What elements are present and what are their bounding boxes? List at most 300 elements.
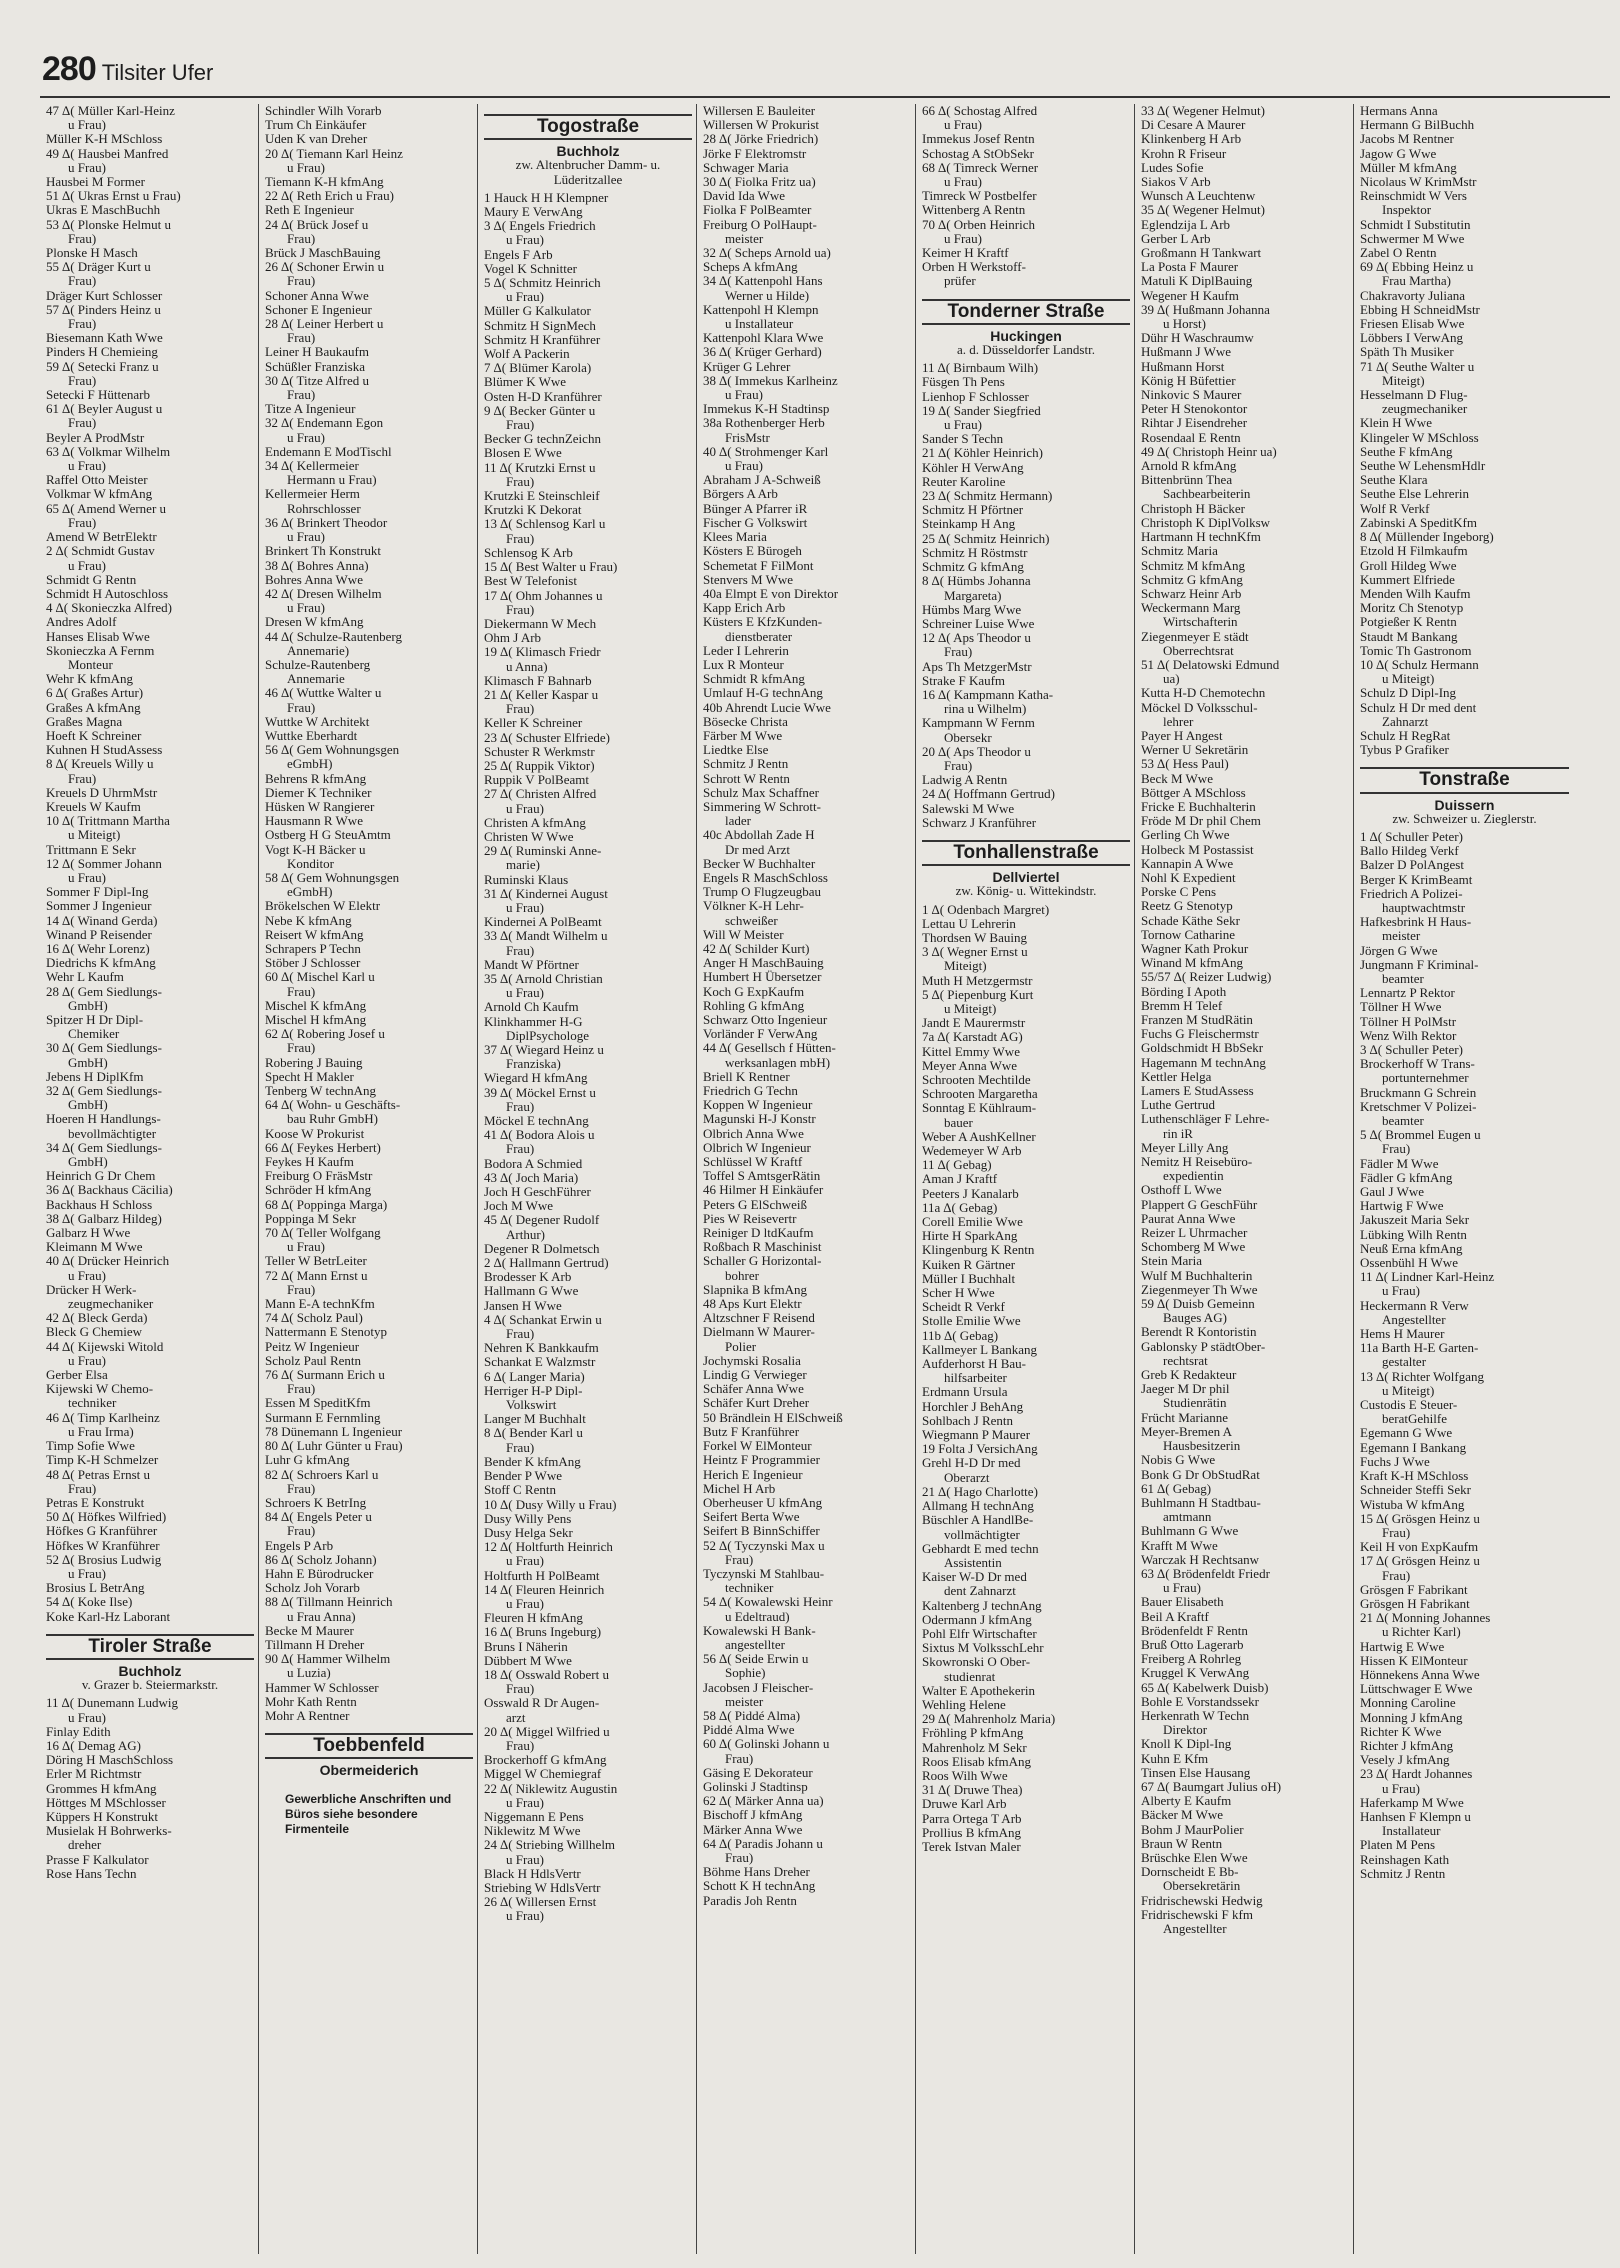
resident-entry: Hammer W Schlosser — [265, 1679, 379, 1695]
resident-entry: Schmitz M kfmAng — [1141, 557, 1245, 573]
resident-entry: meister — [1382, 928, 1421, 944]
resident-entry: u Richter Karl) — [1382, 1624, 1461, 1640]
resident-entry: Peters G ElSchweiß — [703, 1196, 807, 1212]
resident-entry: FrisMstr — [725, 429, 770, 445]
resident-entry: Bender P Wwe — [484, 1468, 562, 1484]
resident-entry: u Frau) — [1163, 1580, 1201, 1596]
resident-entry: 37 ∆( Wiegard Heinz u — [484, 1042, 604, 1057]
resident-entry: u Frau Irma) — [68, 1423, 134, 1439]
resident-entry: Haferkamp M Wwe — [1360, 1794, 1464, 1810]
resident-entry: 47 ∆( Müller Karl-Heinz — [46, 104, 175, 118]
resident-entry: Stoff C Rentn — [484, 1482, 556, 1498]
resident-entry: Kattenpohl H Klempn — [703, 301, 819, 317]
resident-entry: 28 ∆( Jörke Friedrich) — [703, 131, 819, 147]
resident-entry: 55/57 ∆( Reizer Ludwig) — [1141, 969, 1272, 985]
resident-entry: u Frau) — [506, 800, 544, 816]
resident-entry: Kindernei A PolBeamt — [484, 914, 602, 930]
resident-entry: Keil H von ExpKaufm — [1360, 1539, 1479, 1555]
resident-entry: Nicolaus W KrimMstr — [1360, 174, 1477, 190]
resident-entry: Frau) — [944, 757, 973, 773]
resident-entry: Strake F Kaufm — [922, 672, 1006, 688]
resident-entry: Essen M SpeditKfm — [265, 1395, 371, 1411]
resident-entry: u Frau) — [287, 159, 325, 175]
resident-entry: Jörke F Elektromstr — [703, 145, 807, 161]
resident-entry: Sophie) — [725, 1665, 766, 1681]
resident-entry: Drücker H Werk- — [46, 1281, 137, 1297]
resident-entry: 36 ∆( Krüger Gerhard) — [703, 344, 822, 360]
resident-entry: Lübking Wilh Rentn — [1360, 1226, 1467, 1242]
resident-entry: Nehren K Bankkaufm — [484, 1340, 599, 1356]
resident-entry: u Frau) — [506, 1908, 544, 1924]
resident-entry: Kruggel K VerwAng — [1141, 1665, 1250, 1681]
resident-entry: Altzschner F Reisend — [703, 1310, 815, 1326]
resident-entry: Keimer H Kraftf — [922, 245, 1009, 261]
resident-entry: Jaeger M Dr phil — [1141, 1381, 1230, 1397]
resident-entry: Frau) — [1382, 1567, 1411, 1583]
resident-entry: Kallmeyer L Bankang — [922, 1341, 1038, 1357]
resident-entry: Obersekr — [944, 729, 992, 745]
resident-entry: Winand M kfmAng — [1141, 955, 1244, 971]
resident-entry: Wiegmann P Maurer — [922, 1427, 1031, 1443]
resident-entry: Schmitz G kfmAng — [922, 559, 1024, 575]
resident-entry: Skowronski O Ober- — [922, 1654, 1031, 1670]
resident-entry: Böhme Hans Dreher — [703, 1864, 810, 1880]
resident-entry: u Frau) — [506, 985, 544, 1001]
resident-entry: u Frau) — [1382, 1780, 1420, 1796]
resident-entry: Kittel Emmy Wwe — [922, 1043, 1020, 1059]
resident-entry: 69 ∆( Ebbing Heinz u — [1360, 259, 1474, 275]
resident-entry: 24 ∆( Brück Josef u — [265, 216, 369, 232]
resident-entry: u Miteigt) — [68, 827, 121, 843]
resident-entry: Rohling G kfmAng — [703, 997, 805, 1013]
resident-entry: Pinders H Chemieing — [46, 344, 158, 360]
resident-entry: Amend W BetrElektr — [46, 529, 157, 545]
resident-entry: Schwager Maria — [703, 159, 789, 175]
resident-entry: 25 ∆( Ruppik Viktor) — [484, 757, 595, 773]
resident-entry: Schulze-Rautenberg — [265, 656, 371, 672]
resident-entry: 42 ∆( Bleck Gerda) — [46, 1310, 148, 1326]
resident-entry: Gerber Elsa — [46, 1367, 108, 1383]
resident-entry: 82 ∆( Schroers Karl u — [265, 1466, 379, 1482]
resident-entry: Surmann E Fernmling — [265, 1409, 381, 1425]
page-number: 280 — [42, 50, 96, 88]
resident-entry: Koose W Prokurist — [265, 1125, 365, 1141]
resident-entry: 48 Aps Kurt Elektr — [703, 1296, 802, 1312]
resident-entry: GmbH) — [68, 1097, 108, 1113]
resident-entry: Ladwig A Rentn — [922, 772, 1008, 788]
resident-entry: Schmitz H Kranführer — [484, 331, 601, 347]
resident-entry: 49 ∆( Hausbei Manfred — [46, 145, 169, 161]
resident-entry: Holtfurth H PolBeamt — [484, 1567, 600, 1583]
resident-entry: GmbH) — [68, 1054, 108, 1070]
resident-entry: Kuiken R Gärtner — [922, 1256, 1016, 1272]
resident-entry: 90 ∆( Hammer Wilhelm — [265, 1651, 391, 1667]
resident-entry: Buhlmann G Wwe — [1141, 1523, 1239, 1539]
resident-entry: Custodis E Steuer- — [1360, 1397, 1458, 1413]
resident-entry: Fleuren H kfmAng — [484, 1610, 583, 1626]
resident-entry: Frau) — [68, 273, 97, 289]
resident-entry: 11 ∆( Birnbaum Wilh) — [922, 360, 1039, 376]
resident-entry: Börgers A Arb — [703, 486, 778, 502]
resident-entry: Brüschke Elen Wwe — [1141, 1849, 1248, 1865]
resident-entry: 53 ∆( Plonske Helmut u — [46, 216, 171, 232]
resident-entry: Ruminski Klaus — [484, 871, 569, 887]
resident-entry: Friesen Elisab Wwe — [1360, 316, 1465, 332]
resident-entry: gestalter — [1382, 1354, 1427, 1370]
resident-entry: Prasse F Kalkulator — [46, 1851, 149, 1867]
resident-entry: u Frau) — [1382, 1283, 1420, 1299]
resident-entry: Schmidt R kfmAng — [703, 671, 805, 687]
resident-entry: Vorländer F VerwAng — [703, 1026, 818, 1042]
resident-entry: Prollius B kfmAng — [922, 1824, 1021, 1840]
resident-entry: Wegener H Kaufm — [1141, 287, 1239, 303]
resident-entry: Beck M Wwe — [1141, 770, 1213, 786]
resident-entry: Gerber L Arb — [1141, 230, 1211, 246]
resident-entry: Hermann G BilBuchh — [1360, 117, 1475, 133]
resident-entry: Seifert B BinnSchiffer — [703, 1523, 820, 1539]
resident-entry: Diekermann W Mech — [484, 615, 597, 631]
resident-entry: u Frau) — [725, 387, 763, 403]
resident-entry: Langer M Buchhalt — [484, 1411, 586, 1427]
resident-entry: Schmitz H Pförtner — [922, 502, 1024, 518]
resident-entry: Hanses Elisab Wwe — [46, 628, 150, 644]
resident-entry: Assistentin — [944, 1554, 1002, 1570]
resident-entry: Döring H MaschSchloss — [46, 1752, 174, 1768]
resident-entry: Raffel Otto Meister — [46, 472, 148, 488]
resident-entry: Hußmann Horst — [1141, 358, 1225, 374]
resident-entry: 21 ∆( Monning Johannes — [1360, 1610, 1491, 1626]
resident-entry: Reizer L Uhrmacher — [1141, 1225, 1248, 1241]
resident-entry: 28 ∆( Gem Siedlungs- — [46, 983, 162, 999]
resident-entry: Butz F Kranführer — [703, 1423, 800, 1439]
resident-entry: Ebbing H SchneidMstr — [1360, 301, 1480, 317]
resident-entry: 64 ∆( Paradis Johann u — [703, 1835, 823, 1851]
resident-entry: Sommer F Dipl-Ing — [46, 884, 149, 900]
resident-entry: 38 ∆( Bohres Anna) — [265, 557, 369, 573]
resident-entry: Goldschmidt H BbSekr — [1141, 1040, 1264, 1056]
resident-entry: Andres Adolf — [46, 614, 117, 630]
resident-entry: 30 ∆( Fiolka Fritz ua) — [703, 174, 816, 190]
resident-entry: Frau) — [506, 1098, 535, 1114]
resident-entry: Weber A AushKellner — [922, 1128, 1036, 1144]
resident-entry: Ziegenmeyer Th Wwe — [1141, 1281, 1258, 1297]
resident-entry: Groll Hildeg Wwe — [1360, 557, 1457, 573]
resident-entry: Beyler A ProdMstr — [46, 429, 145, 445]
resident-entry: Schmidt G Rentn — [46, 571, 137, 587]
resident-entry: Neuß Erna kfmAng — [1360, 1240, 1463, 1256]
resident-entry: Frau) — [506, 701, 535, 717]
resident-entry: Ninkovic S Maurer — [1141, 387, 1242, 403]
resident-entry: Terek Istvan Maler — [922, 1838, 1021, 1854]
resident-entry: u Frau) — [68, 557, 106, 573]
resident-entry: 15 ∆( Best Walter u Frau) — [484, 559, 618, 575]
resident-entry: rin iR — [1163, 1125, 1193, 1141]
resident-entry: 53 ∆( Hess Paul) — [1141, 756, 1229, 772]
resident-entry: Gäsing E Dekorateur — [703, 1764, 813, 1780]
resident-entry: Dornscheidt E Bb- — [1141, 1864, 1239, 1880]
resident-entry: 23 ∆( Schmitz Hermann) — [922, 488, 1053, 504]
resident-entry: u Frau) — [725, 458, 763, 474]
resident-entry: 5 ∆( Schmitz Heinrich — [484, 275, 601, 291]
resident-entry: 11 ∆( Dunemann Ludwig — [46, 1695, 179, 1711]
resident-entry: Abraham J A-Schweiß — [703, 472, 821, 488]
resident-entry: 8 ∆( Hümbs Johanna — [922, 573, 1031, 589]
resident-entry: Lettau U Lehrerin — [922, 915, 1016, 931]
resident-entry: 23 ∆( Schuster Elfriede) — [484, 729, 610, 745]
resident-entry: Graßes Magna — [46, 713, 123, 729]
resident-entry: Schemetat F FilMont — [703, 557, 814, 573]
resident-entry: 32 ∆( Endemann Egon — [265, 415, 384, 431]
page-title: Tilsiter Ufer — [101, 60, 214, 85]
resident-entry: u Anna) — [506, 658, 548, 674]
resident-entry: Tomic Th Gastronom — [1360, 642, 1472, 658]
resident-entry: Jakuszeit Maria Sekr — [1360, 1212, 1470, 1228]
resident-entry: 49 ∆( Christoph Heinr ua) — [1141, 443, 1277, 459]
resident-entry: Frau) — [287, 330, 316, 346]
resident-entry: Frau) — [68, 514, 97, 530]
resident-entry: Christen W Wwe — [484, 828, 574, 844]
resident-entry: Müller I Buchhalt — [922, 1270, 1016, 1286]
resident-entry: 74 ∆( Scholz Paul) — [265, 1310, 363, 1326]
street-heading: Tonderner Straße — [922, 299, 1130, 325]
resident-entry: Keller K Schreiner — [484, 715, 583, 731]
resident-entry: König H Büfettier — [1141, 372, 1236, 388]
resident-entry: Hartwig E Wwe — [1360, 1638, 1445, 1654]
resident-entry: Walter E Apothekerin — [922, 1682, 1036, 1698]
resident-entry: Margareta) — [944, 587, 1002, 603]
resident-entry: Timreck W Postbelfer — [922, 188, 1037, 204]
resident-entry: Mahrenholz M Sekr — [922, 1739, 1027, 1755]
resident-entry: DiplPsychologe — [506, 1027, 590, 1043]
resident-entry: Mischel H kfmAng — [265, 1012, 367, 1027]
resident-entry: Schoner Anna Wwe — [265, 287, 369, 303]
resident-entry: ua) — [1163, 671, 1180, 687]
resident-entry: Schostag A StObSekr — [922, 145, 1034, 161]
resident-entry: Richter K Wwe — [1360, 1723, 1442, 1739]
resident-entry: Herkenrath W Techn — [1141, 1707, 1250, 1723]
resident-entry: 16 ∆( Wehr Lorenz) — [46, 940, 150, 956]
resident-entry: Schmidt I Substitutin — [1360, 216, 1471, 232]
resident-entry: 61 ∆( Gebag) — [1141, 1480, 1212, 1496]
resident-entry: 19 Folta J VersichAng — [922, 1441, 1038, 1457]
resident-entry: Odermann J kfmAng — [922, 1611, 1032, 1627]
district-name: Obermeiderich — [319, 1762, 419, 1779]
resident-entry: 30 ∆( Gem Siedlungs- — [46, 1040, 162, 1056]
resident-entry: Magunski H-J Konstr — [703, 1111, 816, 1127]
resident-entry: 65 ∆( Amend Werner u — [46, 500, 167, 516]
resident-entry: Meyer Lilly Ang — [1141, 1139, 1229, 1155]
resident-entry: Meyer Anna Wwe — [922, 1057, 1018, 1073]
resident-entry: 3 ∆( Wegner Ernst u — [922, 944, 1028, 960]
resident-entry: 33 ∆( Mandt Wilhelm u — [484, 928, 608, 944]
resident-entry: Tornow Catharine — [1141, 926, 1236, 942]
resident-entry: Schuster R Werkmstr — [484, 743, 595, 759]
resident-entry: 35 ∆( Wegener Helmut) — [1141, 202, 1265, 218]
resident-entry: 34 ∆( Gem Siedlungs- — [46, 1139, 162, 1155]
resident-entry: Hartwig F Wwe — [1360, 1198, 1444, 1214]
resident-entry: 44 ∆( Gesellsch f Hütten- — [703, 1040, 836, 1056]
resident-entry: 11 ∆( Krutzki Ernst u — [484, 459, 596, 475]
resident-entry: Sohlbach J Rentn — [922, 1412, 1013, 1428]
resident-entry: Tillmann H Dreher — [265, 1636, 365, 1652]
resident-entry: Brockerhoff W Trans- — [1360, 1056, 1475, 1072]
resident-entry: Kowalewski H Bank- — [703, 1622, 816, 1638]
resident-entry: 54 ∆( Kowalewski Heinr — [703, 1594, 833, 1610]
resident-entry: Schäfer Anna Wwe — [703, 1381, 804, 1397]
resident-entry: Plonske H Masch — [46, 245, 138, 261]
resident-entry: Frau) — [506, 601, 535, 617]
resident-entry: Frau) — [287, 699, 316, 715]
resident-entry: Kattenpohl Klara Wwe — [703, 330, 824, 346]
commercial-addresses-note: Gewerbliche Anschriften und Büros siehe besondere Firmenteile — [285, 1791, 452, 1836]
resident-entry: 51 ∆( Delatowski Edmund — [1141, 656, 1280, 672]
resident-entry: Kellermeier Herm — [265, 486, 360, 502]
resident-entry: Ohm J Arb — [484, 630, 542, 646]
resident-entry: Specht H Makler — [265, 1068, 354, 1084]
resident-entry: Joch H GeschFührer — [484, 1184, 591, 1200]
resident-entry: Müller M kfmAng — [1360, 159, 1457, 175]
resident-entry: Schmitz H Röstmstr — [922, 544, 1028, 560]
resident-entry: Erdmann Ursula — [922, 1384, 1008, 1400]
resident-entry: 8 ∆( Kreuels Willy u — [46, 756, 154, 772]
resident-entry: Kijewski W Chemo- — [46, 1381, 154, 1397]
resident-entry: Nemitz H Reisebüro- — [1141, 1154, 1253, 1170]
resident-entry: Eglendzija L Arb — [1141, 216, 1231, 232]
resident-entry: Luthe Gertrud — [1141, 1097, 1216, 1113]
resident-entry: Lennartz P Rektor — [1360, 985, 1455, 1001]
resident-entry: Wittenberg A Rentn — [922, 202, 1026, 218]
resident-entry: Weckermann Marg — [1141, 600, 1241, 616]
resident-entry: vollmächtigter — [944, 1526, 1020, 1542]
resident-entry: Fröde M Dr phil Chem — [1141, 813, 1261, 829]
resident-entry: Kannapin A Wwe — [1141, 855, 1234, 871]
resident-entry: Schulz H RegRat — [1360, 727, 1451, 743]
resident-entry: Reisert W kfmAng — [265, 926, 364, 942]
resident-entry: Schmitz J Rentn — [703, 756, 789, 772]
resident-entry: Dielmann W Maurer- — [703, 1324, 815, 1340]
resident-entry: 42 ∆( Dresen Wilhelm — [265, 585, 382, 601]
resident-entry: Brökelschen W Elektr — [265, 898, 381, 914]
resident-entry: Tenberg W technAng — [265, 1083, 377, 1099]
resident-entry: Friedrich G Techn — [703, 1083, 798, 1099]
resident-entry: Möckel E technAng — [484, 1113, 589, 1129]
resident-entry: Wehr K kfmAng — [46, 671, 134, 687]
resident-entry: Etzold H Filmkaufm — [1360, 543, 1468, 559]
resident-entry: Orben H Werkstoff- — [922, 259, 1026, 275]
resident-entry: 40 ∆( Strohmenger Karl — [703, 443, 829, 459]
resident-entry: Scheidt R Verkf — [922, 1299, 1005, 1315]
resident-entry: zeugmechaniker — [1382, 401, 1468, 417]
resident-entry: 27 ∆( Christen Alfred — [484, 786, 597, 802]
resident-entry: Erler M Richtmstr — [46, 1766, 142, 1782]
resident-entry: Frau) — [68, 1480, 97, 1496]
resident-entry: 46 Hilmer H Einkäufer — [703, 1182, 824, 1198]
resident-entry: u Frau) — [68, 1709, 106, 1725]
district-name: Dellviertel — [992, 869, 1060, 886]
resident-entry: Vesely J kfmAng — [1360, 1752, 1450, 1768]
resident-entry: werksanlagen mbH) — [725, 1054, 831, 1070]
resident-entry: Timp Sofie Wwe — [46, 1438, 135, 1454]
resident-entry: 70 ∆( Orben Heinrich — [922, 216, 1036, 232]
resident-entry: Bohle E Vorstandssekr — [1141, 1693, 1259, 1709]
resident-entry: u Frau) — [68, 458, 106, 474]
resident-entry: Horchler J BehAng — [922, 1398, 1024, 1414]
resident-entry: 11a ∆( Gebag) — [922, 1199, 998, 1215]
resident-entry: 39 ∆( Möckel Ernst u — [484, 1084, 596, 1100]
resident-entry: 3 ∆( Schuller Peter) — [1360, 1042, 1463, 1057]
resident-entry: 66 ∆( Schostag Alfred — [922, 104, 1038, 118]
resident-entry: 16 ∆( Kampmann Katha- — [922, 686, 1054, 702]
page-header — [42, 50, 213, 89]
resident-entry: 21 ∆( Keller Kaspar u — [484, 686, 599, 702]
resident-entry: marie) — [506, 857, 540, 873]
resident-entry: Schwarz Heinr Arb — [1141, 585, 1242, 601]
resident-entry: Schrooten Margaretha — [922, 1086, 1038, 1102]
resident-entry: 22 ∆( Reth Erich u Frau) — [265, 188, 394, 204]
resident-entry: Platen M Pens — [1360, 1837, 1436, 1853]
resident-entry: eGmbH) — [287, 884, 333, 900]
resident-entry: Frau) — [287, 230, 316, 246]
resident-entry: Schüßler Franziska — [265, 358, 366, 374]
resident-entry: Schoner E Ingenieur — [265, 301, 372, 317]
resident-entry: Töllner H Wwe — [1360, 999, 1442, 1015]
resident-entry: Roos Elisab kfmAng — [922, 1753, 1032, 1769]
resident-entry: Lux R Monteur — [703, 656, 784, 672]
resident-entry: Schmidt H Autoschloss — [46, 585, 169, 601]
resident-entry: Will W Meister — [703, 926, 784, 942]
resident-entry: u Horst) — [1163, 316, 1206, 332]
resident-entry: angestellter — [725, 1636, 785, 1652]
resident-entry: Meyer-Bremen A — [1141, 1423, 1233, 1439]
resident-entry: Hönnekens Anna Wwe — [1360, 1666, 1480, 1682]
resident-entry: 23 ∆( Hardt Johannes — [1360, 1766, 1473, 1782]
resident-entry: Stöber J Schlosser — [265, 955, 361, 971]
resident-entry: Hafkesbrink H Haus- — [1360, 914, 1472, 930]
resident-entry: 11 ∆( Lindner Karl-Heinz — [1360, 1269, 1495, 1285]
resident-entry: 42 ∆( Schilder Kurt) — [703, 940, 810, 956]
resident-entry: 38 ∆( Immekus Karlheinz — [703, 372, 838, 388]
resident-entry: Braun W Rentn — [1141, 1835, 1223, 1851]
resident-entry: u Frau) — [944, 174, 982, 190]
resident-entry: Hanhsen F Klempn u — [1360, 1808, 1471, 1824]
resident-entry: Christoph K DiplVolksw — [1141, 514, 1271, 530]
resident-entry: Polier — [725, 1338, 757, 1354]
resident-entry: Hartmann H technKfm — [1141, 529, 1261, 545]
resident-entry: Payer H Angest — [1141, 727, 1223, 743]
resident-entry: Konditor — [287, 855, 334, 871]
resident-entry: Dräger Kurt Schlosser — [46, 287, 163, 303]
resident-entry: Parra Ortega T Arb — [922, 1810, 1022, 1826]
resident-entry: Chakravorty Juliana — [1360, 287, 1466, 303]
resident-entry: Behrens R kfmAng — [265, 770, 367, 786]
resident-entry: 88 ∆( Tillmann Heinrich — [265, 1594, 393, 1610]
resident-entry: Willersen W Prokurist — [703, 117, 819, 133]
resident-entry: Krafft M Wwe — [1141, 1537, 1218, 1553]
resident-entry: Schrooten Mechtilde — [922, 1072, 1031, 1087]
resident-entry: u Frau) — [68, 117, 106, 133]
resident-entry: Wehling Helene — [922, 1696, 1006, 1712]
resident-entry: Büschler A HandlBe- — [922, 1512, 1034, 1528]
resident-entry: Installateur — [1382, 1823, 1441, 1839]
resident-entry: Dusy Willy Pens — [484, 1510, 572, 1526]
resident-entry: Setecki F Hüttenarb — [46, 387, 150, 403]
resident-entry: Tiemann K-H kfmAng — [265, 174, 384, 190]
resident-entry: Rohrschlosser — [287, 500, 361, 516]
resident-entry: Muth H Metzgermstr — [922, 972, 1033, 988]
resident-entry: Dühr H Waschraumw — [1141, 330, 1254, 346]
resident-entry: Michel H Arb — [703, 1480, 776, 1496]
resident-entry: Ukras E MaschBuchh — [46, 202, 161, 218]
